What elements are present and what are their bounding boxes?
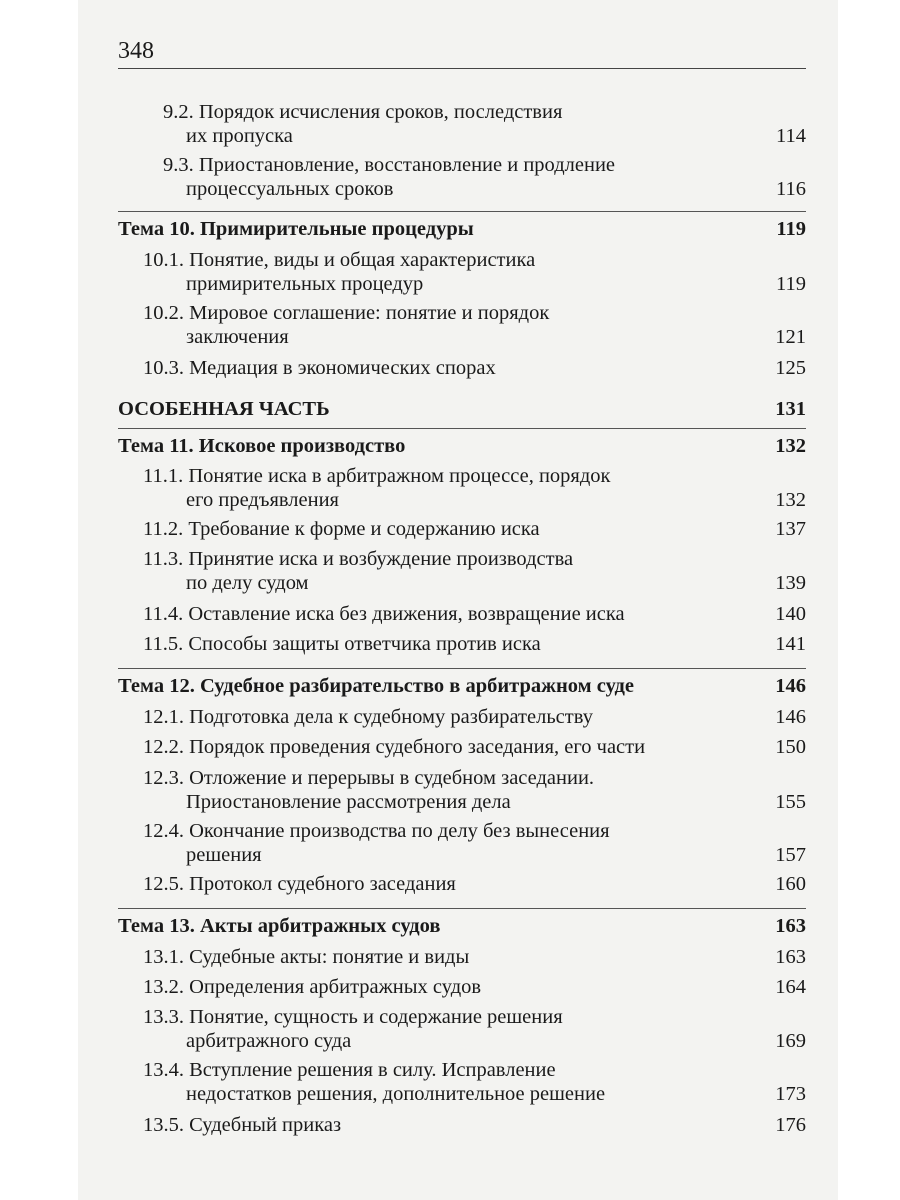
toc-entry bbox=[118, 248, 806, 296]
toc-entry-line: 10.3. Медиация в экономических спорах bbox=[143, 357, 496, 379]
toc-entry-line: 13.2. Определения арбитражных судов bbox=[143, 976, 482, 998]
toc-page-number: 146 bbox=[775, 675, 806, 697]
toc-entry bbox=[118, 356, 806, 380]
toc-entry-line: 12.3. Отложение и перерывы в судебном заседании. bbox=[143, 767, 595, 789]
toc-entry bbox=[118, 975, 806, 999]
toc-entry-line: 12.5. Протокол судебного заседания bbox=[143, 873, 456, 895]
toc-page-number: 140 bbox=[775, 603, 806, 625]
toc-entry-line: Тема 12. Судебное разбирательство в арбитражном суде bbox=[118, 675, 635, 697]
toc-heading bbox=[118, 674, 806, 698]
toc-entry bbox=[118, 547, 806, 595]
section-divider bbox=[118, 211, 806, 212]
toc-entry bbox=[118, 602, 806, 626]
toc-heading bbox=[118, 397, 806, 421]
toc-page-number: 137 bbox=[775, 518, 806, 540]
toc-entry-line: Тема 13. Акты арбитражных судов bbox=[118, 915, 441, 937]
toc-page-number: 163 bbox=[775, 946, 806, 968]
toc-entry-line: 11.5. Способы защиты ответчика против иска bbox=[143, 633, 541, 655]
toc-page-number: 173 bbox=[775, 1083, 806, 1105]
toc-page-number: 119 bbox=[776, 218, 806, 240]
toc-page-number: 157 bbox=[775, 844, 806, 866]
toc-entry bbox=[118, 735, 806, 759]
toc-entry-line: решения bbox=[186, 844, 262, 866]
toc-entry-line: 12.2. Порядок проведения судебного заседания, его части bbox=[143, 736, 646, 758]
toc-page-number: 141 bbox=[775, 633, 806, 655]
toc-entry bbox=[118, 1113, 806, 1137]
toc-page-number: 176 bbox=[775, 1114, 806, 1136]
toc-entry-line: недостатков решения, дополнительное решение bbox=[186, 1083, 606, 1105]
page-header bbox=[118, 38, 806, 69]
toc-page-number: 155 bbox=[775, 791, 806, 813]
toc-entry bbox=[118, 100, 806, 148]
section-divider bbox=[118, 428, 806, 429]
toc-page-number: 169 bbox=[775, 1030, 806, 1052]
toc-entry-line: его предъявления bbox=[186, 489, 339, 511]
toc-entry-line: примирительных процедур bbox=[186, 273, 424, 295]
toc-entry-line: их пропуска bbox=[186, 125, 293, 147]
toc-entry-line: Тема 11. Исковое производство bbox=[118, 435, 406, 457]
toc-page-number: 132 bbox=[775, 489, 806, 511]
toc-heading bbox=[118, 217, 806, 241]
toc-entry-line: 10.2. Мировое соглашение: понятие и порядок bbox=[143, 302, 550, 324]
toc-entry bbox=[118, 766, 806, 814]
page-number: 348 bbox=[118, 38, 154, 64]
toc-entry-line: 9.2. Порядок исчисления сроков, последствия bbox=[163, 101, 563, 123]
toc-entry bbox=[118, 153, 806, 201]
toc-page-number: 116 bbox=[776, 178, 806, 200]
toc-entry bbox=[118, 819, 806, 867]
toc-entry-line: 11.3. Принятие иска и возбуждение производства bbox=[143, 548, 574, 570]
toc-entry-line: 13.3. Понятие, сущность и содержание решения bbox=[143, 1006, 563, 1028]
toc-entry-line: 13.5. Судебный приказ bbox=[143, 1114, 342, 1136]
toc-entry bbox=[118, 301, 806, 349]
toc-entry-line: Тема 10. Примирительные процедуры bbox=[118, 218, 474, 240]
toc-page-number: 160 bbox=[775, 873, 806, 895]
toc-page-number: 150 bbox=[775, 736, 806, 758]
toc-page-number: 114 bbox=[776, 125, 806, 147]
toc-entry bbox=[118, 705, 806, 729]
toc-page-number: 121 bbox=[775, 326, 806, 348]
toc-entry bbox=[118, 632, 806, 656]
toc-entry-line: Приостановление рассмотрения дела bbox=[186, 791, 511, 813]
toc-entry-line: 10.1. Понятие, виды и общая характеристика bbox=[143, 249, 536, 271]
toc-entry-line: 11.1. Понятие иска в арбитражном процессе, порядок bbox=[143, 465, 611, 487]
toc-entry bbox=[118, 464, 806, 512]
toc-page-number: 164 bbox=[775, 976, 806, 998]
toc-page-number: 163 bbox=[775, 915, 806, 937]
toc-entry bbox=[118, 1058, 806, 1106]
toc-entry-line: 13.4. Вступление решения в силу. Исправление bbox=[143, 1059, 556, 1081]
toc-entry-line: 12.4. Окончание производства по делу без вынесения bbox=[143, 820, 610, 842]
toc-entry-line: по делу судом bbox=[186, 572, 309, 594]
toc-entry-line: 12.1. Подготовка дела к судебному разбирательству bbox=[143, 706, 593, 728]
toc-entry bbox=[118, 872, 806, 896]
toc-page-number: 119 bbox=[776, 273, 806, 295]
toc-entry-line: 13.1. Судебные акты: понятие и виды bbox=[143, 946, 470, 968]
toc-entry bbox=[118, 517, 806, 541]
toc-heading bbox=[118, 434, 806, 458]
section-divider bbox=[118, 668, 806, 669]
toc-entry bbox=[118, 1005, 806, 1053]
toc-heading bbox=[118, 914, 806, 938]
toc-entry-line: 11.4. Оставление иска без движения, возвращение иска bbox=[143, 603, 625, 625]
toc-entry-line: 11.2. Требование к форме и содержанию иска bbox=[143, 518, 540, 540]
toc-entry-line: арбитражного суда bbox=[186, 1030, 352, 1052]
toc-entry bbox=[118, 945, 806, 969]
toc-page-number: 125 bbox=[775, 357, 806, 379]
toc-entry-line: процессуальных сроков bbox=[186, 178, 394, 200]
toc-page-number: 131 bbox=[775, 398, 806, 420]
toc-entry-line: 9.3. Приостановление, восстановление и продление bbox=[163, 154, 616, 176]
toc-entry-line: ОСОБЕННАЯ ЧАСТЬ bbox=[118, 398, 330, 420]
toc-page-number: 132 bbox=[775, 435, 806, 457]
toc-entry-line: заключения bbox=[186, 326, 289, 348]
toc-page-number: 139 bbox=[775, 572, 806, 594]
toc-page-number: 146 bbox=[775, 706, 806, 728]
section-divider bbox=[118, 908, 806, 909]
